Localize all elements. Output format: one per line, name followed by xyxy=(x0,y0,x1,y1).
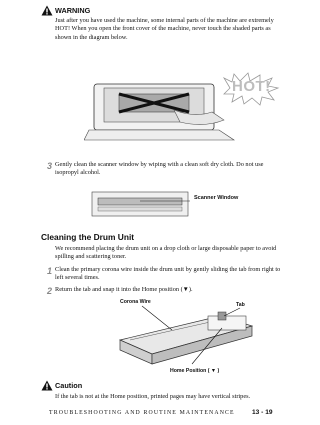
caution-title: Caution xyxy=(55,381,83,390)
footer-section-title: TROUBLESHOOTING AND ROUTINE MAINTENANCE xyxy=(49,410,235,416)
step-number: 2 xyxy=(47,286,53,296)
caution-text: If the tab is not at the Home position, printed pages may have vertical stripes. xyxy=(55,393,251,400)
warning-title: WARNING xyxy=(55,6,91,15)
warning-text: Just after you have used the machine, some internal parts of the machine are extremely HOT! When you open the front cover of the machine, never touch the shaded parts as shown in the diagram below. xyxy=(55,17,274,41)
step2-text: Return the tab and snap it into the Home position (▼). xyxy=(55,286,193,293)
home-position-label: Home Position ( ▼ ) xyxy=(170,368,220,374)
warning-icon xyxy=(41,5,53,16)
page-number: 13 - 19 xyxy=(252,409,273,416)
caution-icon xyxy=(41,380,53,391)
drum-unit-illustration xyxy=(100,298,260,376)
corona-wire-label: Corona Wire xyxy=(120,299,151,305)
scanner-window-illustration xyxy=(90,188,278,220)
step1-text: Clean the primary corona wire inside the drum unit by gently sliding the tab from right to left several times. xyxy=(55,266,281,282)
section-title: Cleaning the Drum Unit xyxy=(41,232,135,242)
hot-label: HOT! xyxy=(232,78,271,95)
step3-text: Gently clean the scanner window by wiping with a clean soft dry cloth. Do not use isopropyl alcohol. xyxy=(55,161,264,177)
section-intro: We recommend placing the drum unit on a drop cloth or large disposable paper to avoid spilling and scattering toner. xyxy=(55,245,277,261)
tab-label: Tab xyxy=(236,302,245,308)
step-number: 3 xyxy=(47,161,53,171)
step-number: 1 xyxy=(47,266,53,276)
scanner-window-label: Scanner Window xyxy=(194,195,239,201)
